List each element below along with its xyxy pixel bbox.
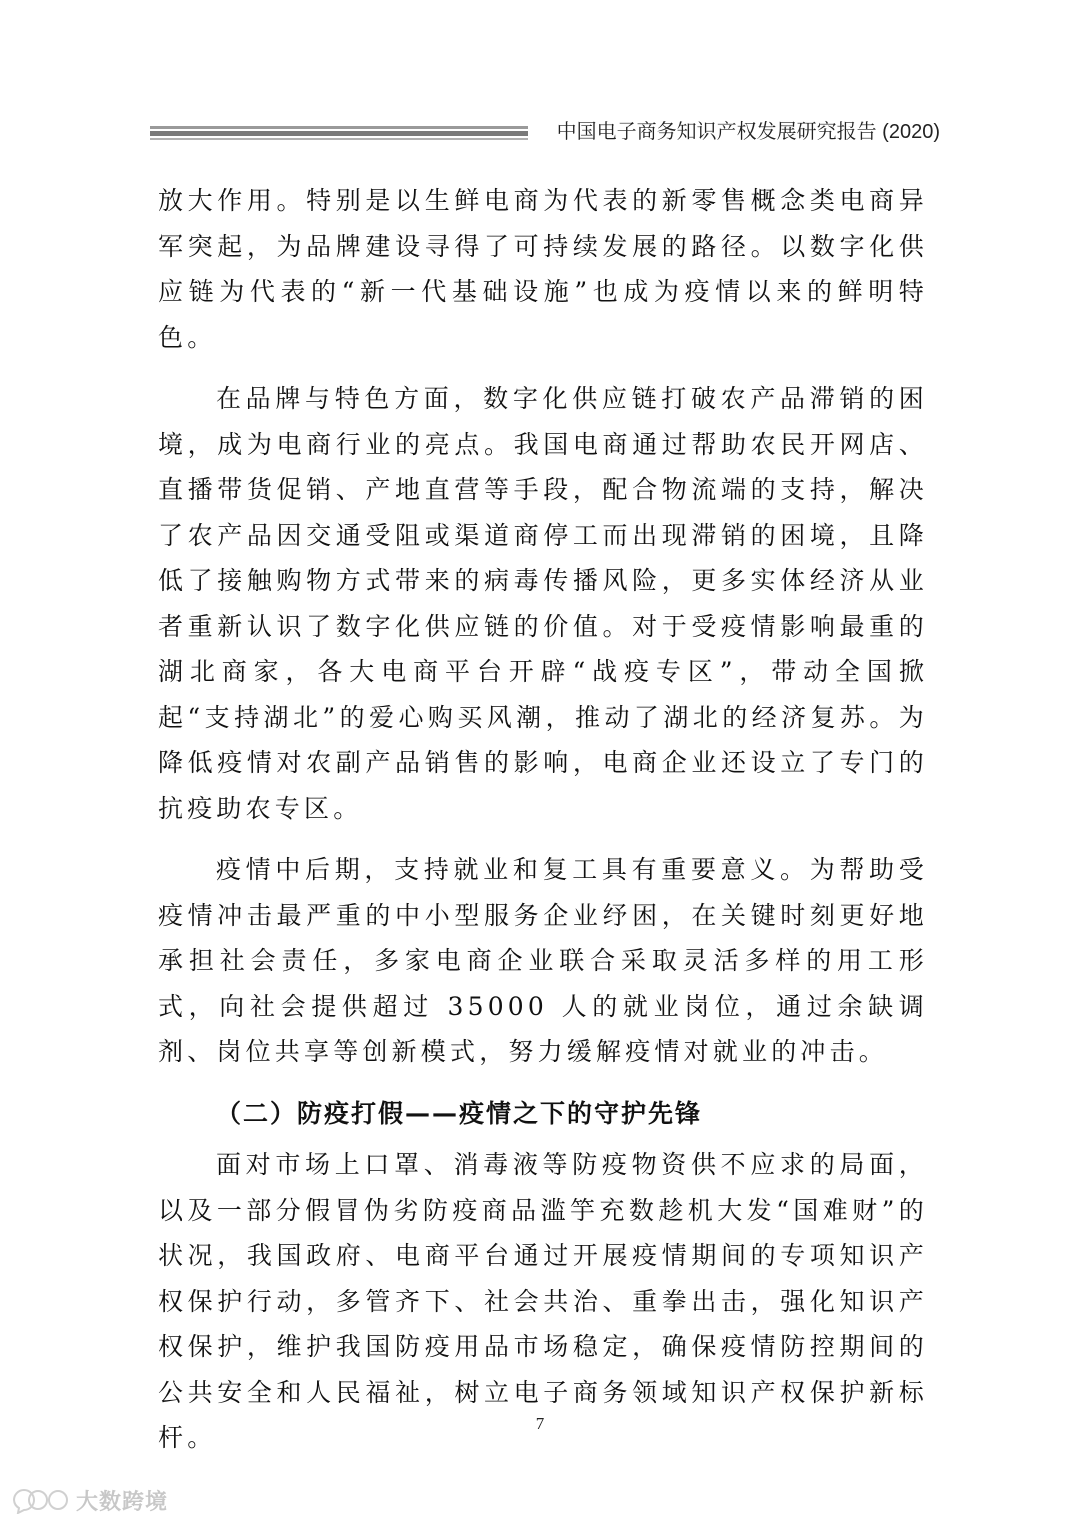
header-bar (150, 138, 528, 140)
page-body (158, 178, 928, 1461)
header-bar (150, 126, 528, 129)
body-paragraph: 疫情中后期，支持就业和复工具有重要意义。为帮助受疫情冲击最严重的中小型服务企业纾困，在关键时刻更好地承担社会责任，多家电商企业联合采取灵活多样的用工形式，向社会提供超过 35000 人的就业岗位，通过余缺调剂、岗位共享等创新模式，努力缓解疫情对就业的冲击。 (158, 855, 928, 1066)
header-decorative-bars (150, 126, 528, 142)
header-bar (150, 131, 528, 136)
running-header-title: 中国电子商务知识产权发展研究报告 (2020) (556, 121, 940, 143)
body-paragraph: 在品牌与特色方面，数字化供应链打破农产品滞销的困境，成为电商行业的亮点。我国电商通过帮助农民开网店、直播带货促销、产地直营等手段，配合物流端的支持，解决了农产品因交通受阻或渠道商停工而出现滞销的困境，且降低了接触购物方式带来的病毒传播风险，更多实体经济从业者重新认识了数字化供应链的价值。对于受疫情影响最重的湖北商家，各大电商平台开辟“战疫专区”，带动全国掀起“支持湖北”的爱心购买风潮，推动了湖北的经济复苏。为降低疫情对农副产品销售的影响，电商企业还设立了专门的抗疫助农专区。 (158, 384, 928, 823)
body-paragraph: 放大作用。特别是以生鲜电商为代表的新零售概念类电商异军突起，为品牌建设寻得了可持续发展的路径。以数字化供应链为代表的“新一代基础设施”也成为疫情以来的鲜明特色。 (158, 186, 928, 352)
page-header (150, 118, 940, 148)
body-paragraph: 面对市场上口罩、消毒液等防疫物资供不应求的局面，以及一部分假冒伪劣防疫商品滥竽充数趁机大发“国难财”的状况，我国政府、电商平台通过开展疫情期间的专项知识产权保护行动，多管齐下、社会共治、重拳出击，强化知识产权保护，维护我国防疫用品市场稳定，确保疫情防控期间的公共安全和人民福祉，树立电子商务领域知识产权保护新标杆。 (158, 1150, 928, 1452)
page-number: 7 (535, 1414, 545, 1433)
watermark-text: 大数跨境 (76, 1489, 169, 1515)
watermark (10, 1484, 168, 1516)
section-heading: （二）防疫打假——疫情之下的守护先锋 (216, 1098, 703, 1128)
speech-bubble-logo-icon (10, 1486, 72, 1514)
